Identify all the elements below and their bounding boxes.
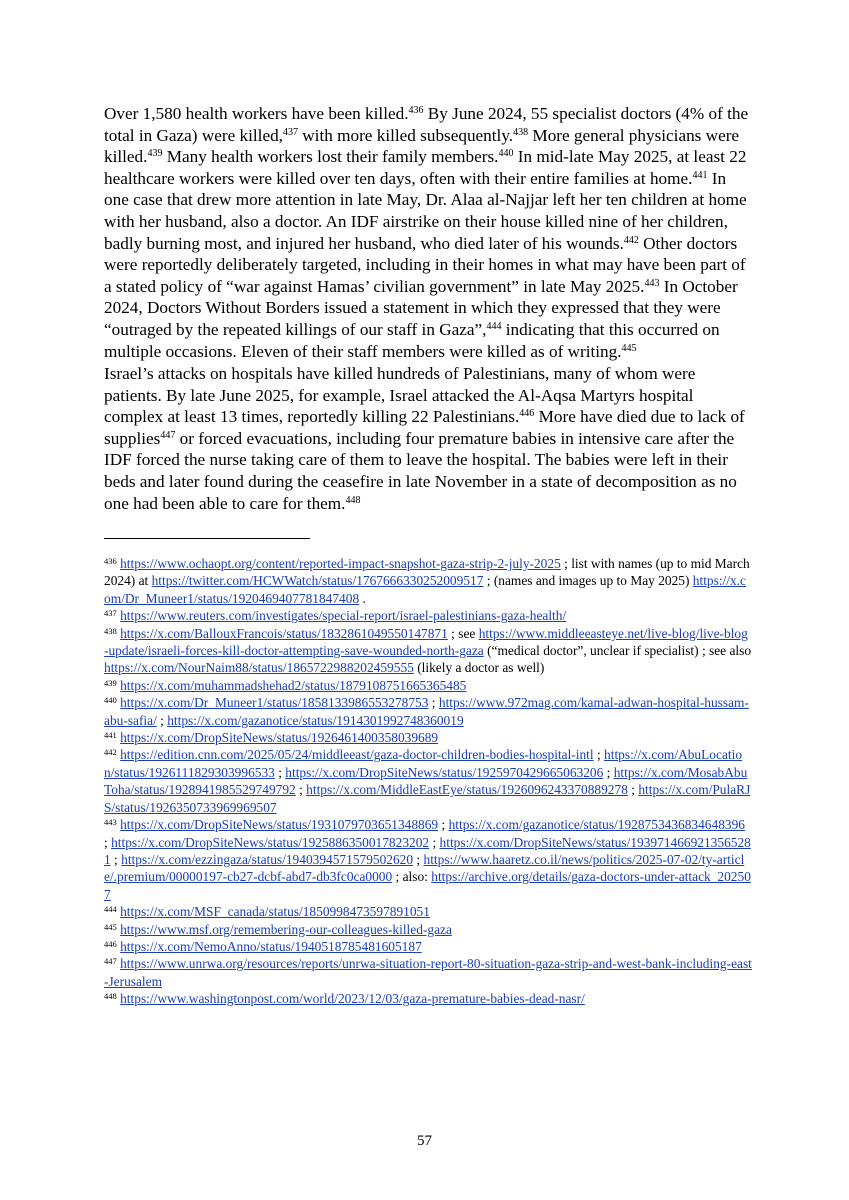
footnote-text: ; see [447,625,479,641]
footnote-text: ; list with names (up to mid March 2024) at [104,556,750,589]
footnote-link[interactable]: https://x.com/BallouxFrancois/status/1832861049550147871 [120,625,448,641]
footnote-444 [104,903,752,920]
footnote-text: ; [104,834,112,850]
footnote-link[interactable]: https://x.com/NemoAnno/status/1940518785481605187 [120,938,422,954]
footnote-number: 440 [104,695,117,706]
footnote-link[interactable]: https://www.haaretz.co.il/news/politics/2025-07-02/ty-article/.premium/00000197-cb27-dcbf-abd7-db3fc0ca0000 [104,851,745,885]
footnote-reference: 436 [408,105,424,116]
footnote-link[interactable]: https://x.com/muhammadshehad2/status/1879108751665365485 [120,677,467,693]
footnote-link[interactable]: https://x.com/AbuLocation/status/1926111829303996533 [104,747,743,780]
footnote-reference: 437 [282,126,298,138]
footnote-443 [104,816,752,903]
footnote-reference: 445 [621,342,637,354]
paragraph-text-run: More general physicians were killed. [104,125,740,167]
footnote-text: ; [274,764,286,780]
footnote-number: 437 [104,608,117,619]
footnote-link[interactable]: https://x.com/Dr_Muneer1/status/1858133986553278753 [120,695,429,711]
footnote-link[interactable]: https://x.com/MSF_canada/status/1850998473597891051 [120,904,430,920]
footnote-number: 445 [104,921,117,932]
footnote-link[interactable]: https://x.com/MosabAbuToha/status/1928941985529749792 [104,764,748,798]
footnote-link[interactable]: https://x.com/NourNaim88/status/1865722988202459555 [104,660,414,676]
footnote-link[interactable]: https://archive.org/details/gaza-doctors-under-attack_202507 [104,869,751,902]
footnote-link[interactable]: https://x.com/PulaRJS/status/1926350733969969507 [104,782,751,815]
footnote-reference: 448 [345,494,361,506]
footnote-text: ; also: [392,869,432,885]
footnote-link[interactable]: https://www.972mag.com/kamal-adwan-hospital-hussam-abu-safia/ [104,695,749,728]
footnote-438 [104,625,752,677]
paragraph-text-run: Other doctors were reportedly deliberately targeted, including in their homes in what may have been part of a stated policy of “war against Hamas’ civilian government” in late May 2025. [104,233,746,296]
footnote-number: 444 [104,904,117,915]
footnote-447 [104,955,752,990]
footnote-link[interactable]: https://x.com/ezzingaza/status/1940394571579502620 [121,851,414,867]
footnote-446 [104,938,752,955]
footnote-439 [104,677,752,694]
paragraph-text-run: Over 1,580 health workers have been killed. [104,104,409,123]
footnote-link[interactable]: https://x.com/DropSiteNews/status/1939714669213565281 [104,834,751,867]
footnote-text: . [359,590,366,606]
footnote-text: ; [627,782,639,798]
footnote-link[interactable]: https://twitter.com/HCWWatch/status/1767666330252009517 [151,573,484,589]
paragraph-text-run: In October 2024, Doctors Without Borders issued a statement in which they expressed that they were “outraged by the repeated killings of our staff in Gaza”, [104,276,738,339]
footnote-link[interactable]: https://www.washingtonpost.com/world/2023/12/03/gaza-premature-babies-dead-nasr/ [120,991,585,1007]
paragraph-text-run: Israel’s attacks on hospitals have killed hundreds of Palestinians, many of whom were patients. By late June 2025, for example, Israel attacked the Al-Aqsa Martyrs hospital complex at least 13 times, reportedly killing 22 Palestinians. [104,364,696,427]
footnotes-section [104,555,752,1008]
footnote-link[interactable]: https://x.com/MiddleEastEye/status/1926096243370889278 [306,782,628,798]
footnote-text: ; [295,782,307,798]
body-paragraph-hospital-attacks [104,363,752,514]
footnote-reference: 443 [644,277,660,289]
paragraph-text-run: In one case that drew more attention in late May, Dr. Alaa al-Najjar left her ten children at home with her husband, also a doctor. An IDF airstrike on their house killed nine of her children, badly burning most, and injured her husband, who died later of his wounds. [104,168,747,253]
footnote-text: ; [110,851,122,867]
footnote-437 [104,607,752,624]
footnote-link[interactable]: https://x.com/gazanotice/status/1914301992748360019 [167,712,464,728]
footnote-text: (“medical doctor”, unclear if specialist) ; see also [483,643,752,659]
paragraph-text-run: In mid-late May 2025, at least 22 healthcare workers were killed over ten days, often with their entire families at home. [104,147,747,188]
footnote-445 [104,921,752,938]
footnote-link[interactable]: https://www.msf.org/remembering-our-colleagues-killed-gaza [120,921,452,937]
footnote-number: 448 [104,991,117,1002]
footnote-reference: 440 [498,148,514,160]
footnote-text: ; [413,851,424,867]
footnote-text: ; [438,817,449,833]
footnote-number: 441 [104,730,117,741]
footnote-number: 442 [104,747,117,758]
paragraph-text-run: More have died due to lack of supplies [104,407,745,448]
footnote-link[interactable]: https://x.com/DropSiteNews/status/1925886350017823202 [111,834,430,850]
footnote-link[interactable]: https://www.middleeasteye.net/live-blog/live-blog-update/israeli-forces-kill-doctor-attempting-save-wounded-north-gaza [104,625,748,659]
footnote-number: 447 [104,956,117,967]
footnote-reference: 441 [692,169,708,181]
footnote-separator [104,538,310,539]
footnote-link[interactable]: https://www.ochaopt.org/content/reported-impact-snapshot-gaza-strip-2-july-2025 [120,556,561,571]
footnote-number: 436 [104,556,117,566]
paragraph-text-run: Many health workers lost their family members. [162,147,499,167]
footnote-link[interactable]: https://x.com/gazanotice/status/1928753436834648396 [448,817,745,833]
footnote-number: 438 [104,625,117,636]
footnote-number: 439 [104,677,117,688]
paragraph-text-run: indicating that this occurred on multiple occasions. Eleven of their staff members were killed as of writing. [104,319,720,361]
footnote-link[interactable]: https://www.reuters.com/investigates/special-report/israel-palestinians-gaza-health/ [120,608,567,624]
footnote-text: ; [593,747,605,763]
footnote-link[interactable]: https://www.unrwa.org/resources/reports/unrwa-situation-report-80-situation-gaza-strip-and-west-bank-including-east-Jerusalem [104,956,752,989]
footnote-link[interactable]: https://x.com/Dr_Muneer1/status/1920469407781847408 [104,573,746,606]
footnote-442 [104,746,752,816]
body-paragraph-health-workers [104,103,752,362]
footnote-number: 443 [104,817,117,828]
footnote-reference: 438 [513,126,529,138]
page-number: 57 [417,1133,432,1149]
footnote-text: ; (names and images up to May 2025) [483,573,693,589]
footnote-text: ; [429,834,440,850]
footnote-link[interactable]: https://x.com/DropSiteNews/status/1931079703651348869 [120,817,439,833]
footnote-text: ; [428,695,439,711]
footnote-448 [104,990,752,1007]
footnote-436 [104,555,752,607]
paragraph-text-run: By June 2024, 55 specialist doctors (4% of the total in Gaza) were killed, [104,104,749,145]
footnote-link[interactable]: https://x.com/DropSiteNews/status/1926461400358039689 [120,730,439,746]
footnote-text: ; [156,712,168,728]
footnote-reference: 447 [160,429,176,441]
footnote-reference: 439 [147,148,163,160]
paragraph-text-run: with more killed subsequently. [297,125,514,145]
footnote-text: (likely a doctor as well) [413,660,545,676]
footnote-number: 446 [104,938,117,949]
footnote-reference: 446 [519,408,535,420]
footnote-text: ; [603,764,614,780]
footnote-link[interactable]: https://x.com/DropSiteNews/status/1925970429665063206 [285,764,604,780]
footnote-440 [104,694,752,729]
footnote-link[interactable]: https://edition.cnn.com/2025/05/24/middleeast/gaza-doctor-children-bodies-hospital-intl [120,747,594,763]
footnote-441 [104,729,752,746]
footnote-reference: 444 [486,320,502,332]
footnote-reference: 442 [623,234,639,246]
paragraph-text-run: or forced evacuations, including four premature babies in intensive care after the IDF forced the nurse taking care of them to leave the hospital. The babies were left in their beds and later found during the ceasefire in late November in a state of decomposition as no one had been able to care for them. [104,428,737,513]
